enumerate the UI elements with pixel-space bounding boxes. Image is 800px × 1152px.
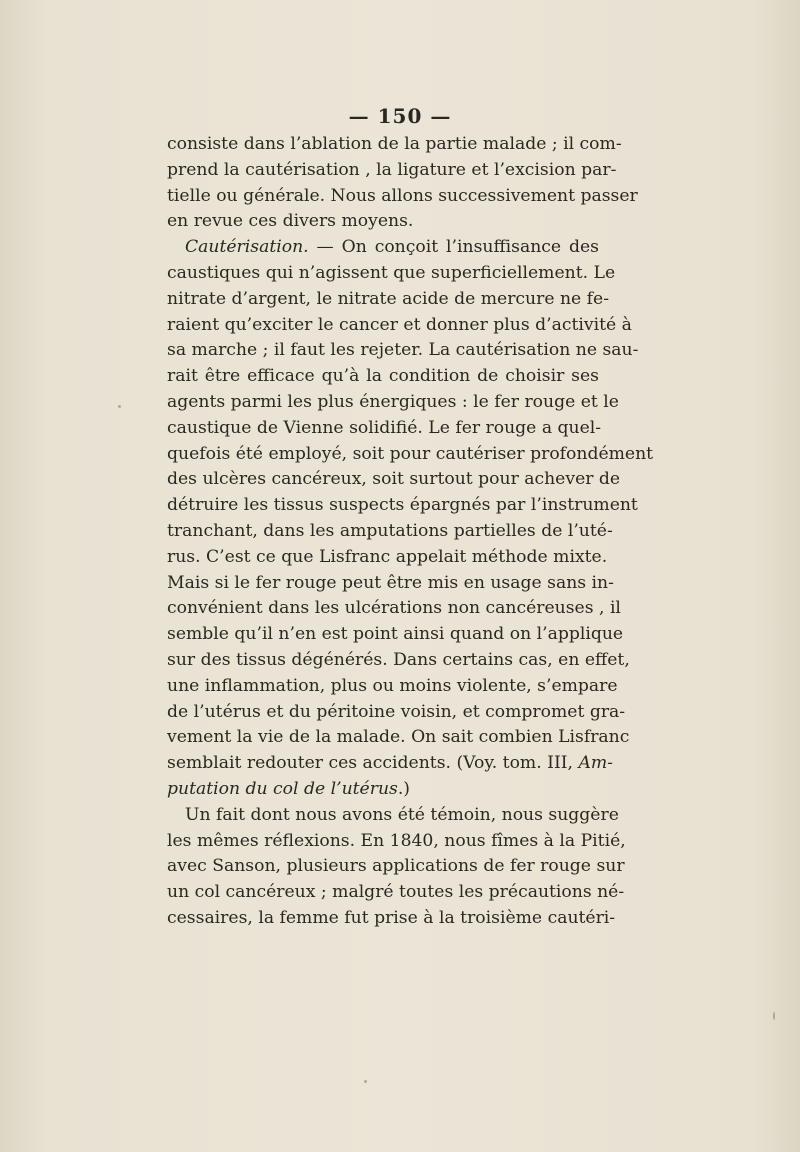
text-fragment: — On conçoit l’insuffisance des	[316, 237, 599, 258]
text-line: prend la cautérisation , la ligature et l’excision par-	[167, 159, 617, 180]
text-fragment: semblait redouter ces accidents. (Voy. tom. III,	[167, 753, 573, 774]
paper-speck	[364, 1080, 367, 1083]
text-line: rus. C’est ce que Lisfranc appelait méthode mixte.	[167, 546, 608, 567]
text-line: Mais si le fer rouge peut être mis en usage sans in-	[167, 572, 614, 593]
text-line: raient qu’exciter le cancer et donner plus d’activité à	[167, 314, 632, 335]
text-line: les mêmes réflexions. En 1840, nous fîmes à la Pitié,	[167, 830, 626, 851]
text-line: tranchant, dans les amputations partielles de l’uté-	[167, 520, 613, 541]
text-line: caustiques qui n’agissent que superficiellement. Le	[167, 262, 616, 283]
text-line: de l’utérus et du péritoine voisin, et compromet gra-	[167, 701, 626, 722]
text-fragment: .)	[397, 778, 411, 799]
text-line: quefois été employé, soit pour cautériser profondément	[167, 443, 654, 464]
text-line	[167, 751, 613, 777]
text-line: des ulcères cancéreux, soit surtout pour achever de	[167, 469, 621, 490]
text-line: Un fait dont nous avons été témoin, nous suggère	[185, 804, 619, 825]
italic-reference: putation du col de l’utérus	[167, 778, 398, 799]
text-line: sa marche ; il faut les rejeter. La cautérisation ne sau-	[167, 340, 639, 361]
text-line	[167, 235, 599, 261]
text-line: une inflammation, plus ou moins violente, s’empare	[167, 675, 618, 696]
text-line: vement la vie de la malade. On sait combien Lisfranc	[167, 727, 630, 748]
text-line: un col cancéreux ; malgré toutes les précautions né-	[167, 882, 625, 903]
text-line: nitrate d’argent, le nitrate acide de mercure ne fe-	[167, 288, 610, 309]
text-line: rait être efficace qu’à la condition de choisir ses	[167, 366, 599, 387]
text-line	[167, 777, 599, 803]
italic-reference: Am-	[578, 753, 613, 774]
text-line: avec Sanson, plusieurs applications de fer rouge sur	[167, 856, 625, 877]
text-line: en revue ces divers moyens.	[167, 211, 414, 232]
section-heading-cauterisation: Cautérisation.	[185, 237, 309, 258]
text-line: détruire les tissus suspects épargnés par l’instrument	[167, 495, 638, 516]
text-line: cessaires, la femme fut prise à la troisième cautéri-	[167, 907, 616, 928]
paper-speck	[118, 405, 121, 408]
page-number: — 150 —	[348, 104, 452, 128]
text-line: tielle ou générale. Nous allons successivement passer	[167, 185, 638, 206]
body-text	[167, 132, 654, 932]
text-line: consiste dans l’ablation de la partie malade ; il com-	[167, 134, 622, 154]
paper-speck	[773, 1012, 775, 1020]
text-line: convénient dans les ulcérations non cancéreuses , il	[167, 598, 621, 619]
text-line: caustique de Vienne solidifié. Le fer rouge a quel-	[167, 417, 602, 438]
text-line: agents parmi les plus énergiques : le fer rouge et le	[167, 391, 619, 412]
text-line: sur des tissus dégénérés. Dans certains cas, en effet,	[167, 649, 630, 670]
text-line: semble qu’il n’en est point ainsi quand on l’applique	[167, 624, 624, 645]
